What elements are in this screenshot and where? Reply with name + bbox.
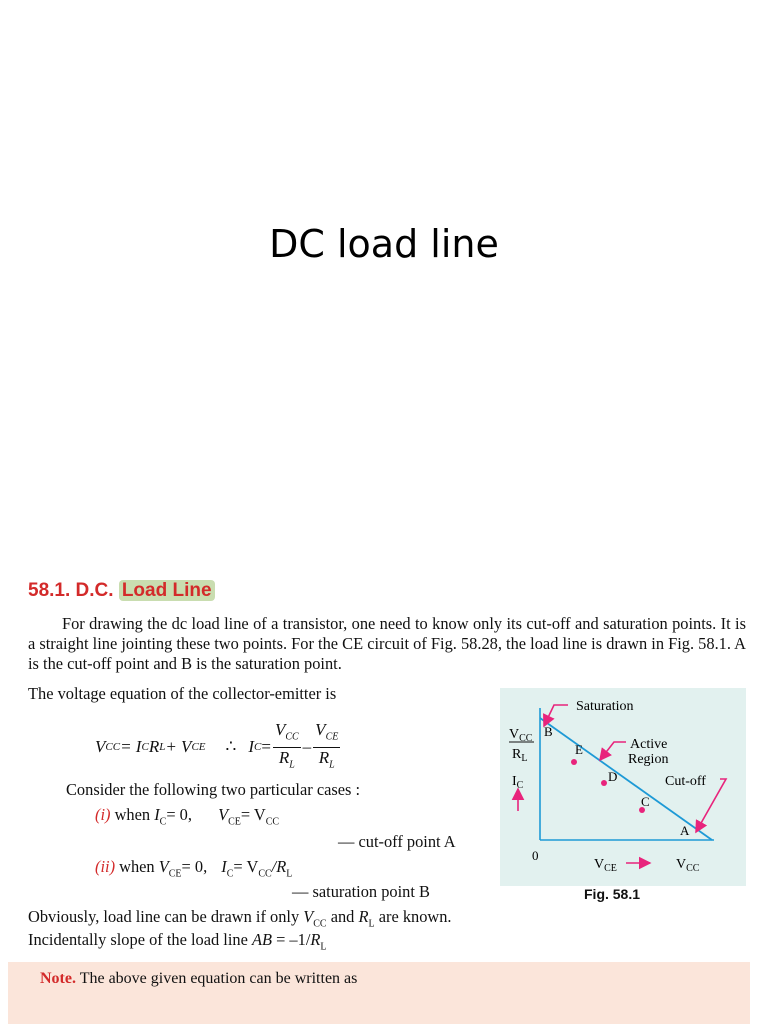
point-b-label: B [544, 724, 553, 739]
y-fraction-numerator: $V_{CC}$ [509, 727, 533, 744]
voltage-equation-intro: The voltage equation of the collector-emitter is [28, 684, 337, 703]
active-region-arrow [600, 742, 626, 760]
note-text: Note. The above given equation can be written as [40, 970, 358, 987]
figure-caption: Fig. 58.1 [584, 886, 641, 902]
slide-title: DC load line [269, 222, 499, 266]
note-label: Note. [40, 970, 76, 987]
point-d-label: D [608, 769, 618, 784]
vcc-axis-label: $V_{CC}$ [676, 857, 700, 874]
case-1-result: — cut-off point A [338, 832, 456, 851]
origin-label: 0 [532, 848, 539, 863]
saturation-label: Saturation [576, 699, 634, 714]
region-label: Region [628, 752, 669, 767]
collector-emitter-equation: V CC = I C R L + V CE ∴ I C = $\frac{V_{CC}}{R_L}$ – $\frac{V_{CE}}{R_L}$ [95, 722, 342, 772]
load-line-diagram [500, 688, 746, 886]
point-a-label: A [680, 823, 690, 838]
point-e-label: E [575, 742, 583, 757]
intro-text: For drawing the dc load line of a transistor, one need to know only its cut-off and saturation points. It is a straight line jointing these two points. For the CE circuit of Fig. 58.28, the load line is drawn in Fig. 58.1. A is the cut-off point and B is the saturation point. [28, 614, 746, 673]
obviously-line: Obviously, load line can be drawn if only $V_{CC}$ and $R_L$ are known. [28, 907, 452, 930]
case-2-result: — saturation point B [292, 882, 430, 901]
note-box [8, 962, 750, 1024]
point-d-dot [601, 780, 607, 786]
intro-paragraph [28, 614, 746, 674]
ic-axis-label: $I_C$ [512, 774, 524, 791]
vce-axis-label: $V_{CE}$ [594, 857, 617, 874]
section-highlight: Load Line [119, 580, 215, 601]
case-1: (i) when $I_C= 0$, $V_{CE}= V_{CC}$ [95, 805, 280, 828]
section-number: 58.1. D.C. [28, 580, 114, 601]
fraction-vcc-rl: $\frac{V_{CC}}{R_L}$ [274, 720, 299, 770]
fraction-vce-rl: $\frac{V_{CE}}{R_L}$ [315, 720, 339, 770]
y-fraction-denominator: $R_L$ [512, 747, 528, 764]
load-line-figure [500, 688, 746, 886]
active-label: Active [630, 737, 668, 752]
case-2: (ii) when $V_{CE}= 0$, $I_C= V_{CC}/R_L$ [95, 857, 293, 880]
cutoff-label: Cut-off [665, 774, 706, 789]
slope-line: Incidentally slope of the load line AB = $-1/R_L$ [28, 930, 327, 953]
section-heading [28, 580, 215, 602]
point-e-dot [571, 759, 577, 765]
point-c-label: C [641, 794, 650, 809]
cases-intro: Consider the following two particular cases : [66, 780, 361, 799]
